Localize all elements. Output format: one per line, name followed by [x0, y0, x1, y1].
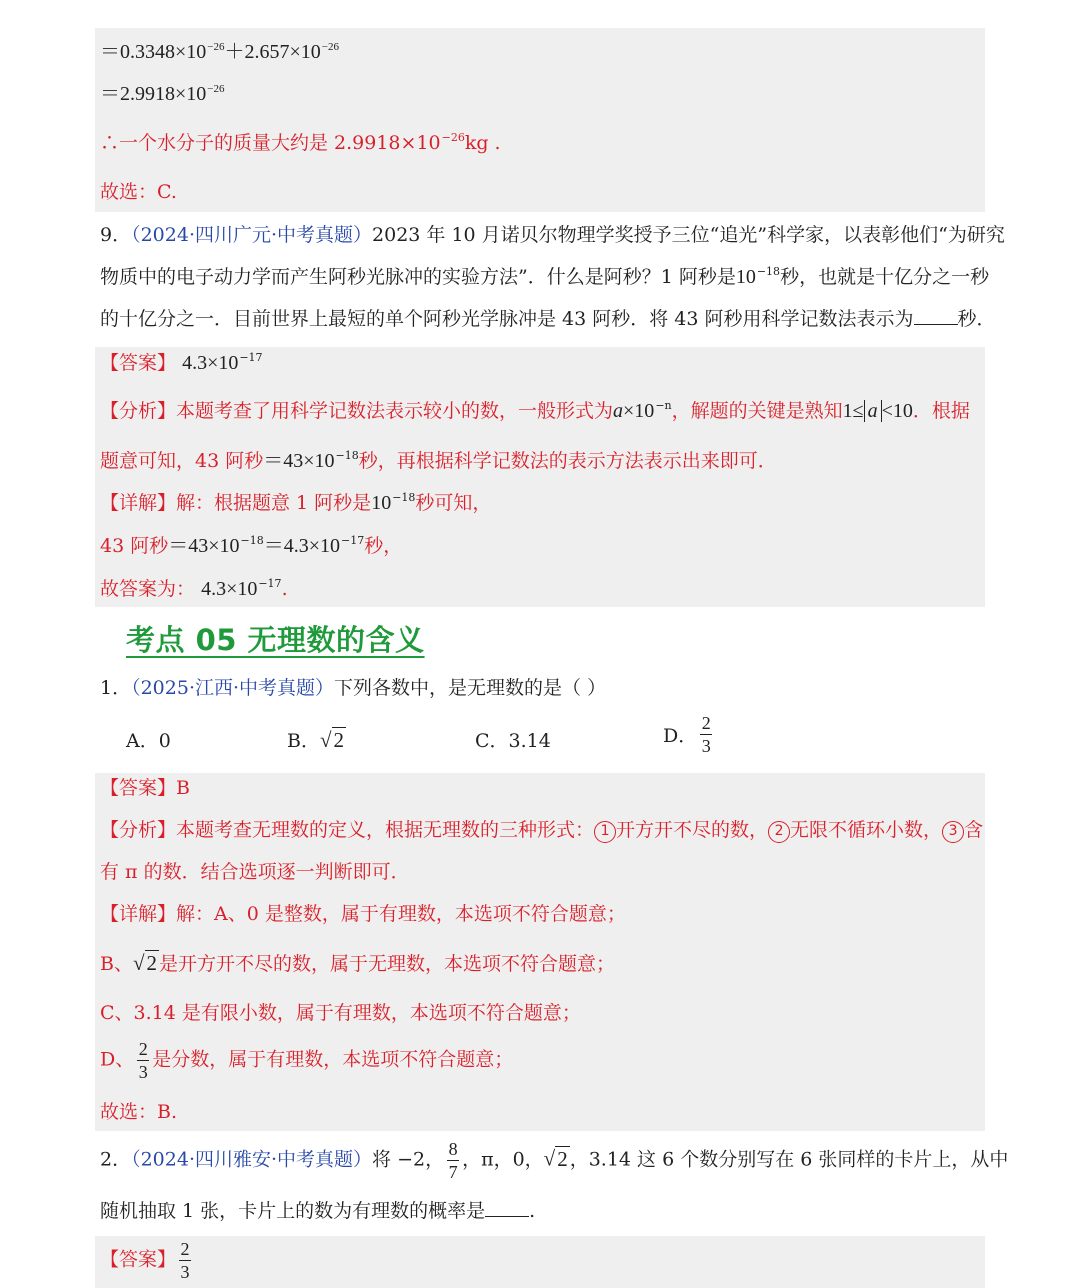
q1-detail-4: D、 $\frac{2}{3}$ 是分数，属于有理数，本选项不符合题意； [100, 1039, 514, 1082]
q1-source: （2025·江西·中考真题） [131, 677, 335, 699]
choice-line: 故选：C. [100, 181, 177, 203]
conclusion-line: ∴一个水分子的质量大约是 $2.9918\times 10^{-26}kg$ . [100, 131, 501, 154]
answer-blank-q2 [485, 1199, 529, 1217]
q2-answer: 【答案】 $\frac{2}{3}$ [100, 1239, 190, 1282]
q1-line: 1．（2025·江西·中考真题）下列各数中，是无理数的是（ ） [100, 677, 607, 699]
equation-line-1: $=0.3348\times 10^{-26}+2.657\times 10^{-26}$ [100, 41, 339, 63]
section-heading: 考点 05 无理数的含义 [126, 623, 425, 657]
q9-final: 故答案为： $4.3\times 10^{-17}$. [100, 577, 288, 600]
q1-detail-3: C、3.14 是有限小数，属于有理数，本选项不符合题意； [100, 1002, 581, 1024]
q1-option-a: A．0 [126, 730, 171, 752]
q1-detail-1: 【详解】解：A、0 是整数，属于有理数，本选项不符合题意； [100, 903, 626, 925]
q9-detail-1: 【详解】解：根据题意 1 阿秒是$10^{-18}$秒可知， [100, 491, 492, 514]
q9-detail-2: 43 阿秒$=43\times 10^{-18}=4.3\times 10^{-17}$秒， [100, 534, 403, 557]
q1-answer: 【答案】B [100, 777, 190, 799]
q1-option-b: B．√2 [287, 728, 344, 752]
q9-analysis-1: 【分析】本题考查了用科学记数法表示较小的数，一般形式为$a\times 10^{-n}$，解题的关键是熟知1≤ a <10．根据 [100, 399, 970, 422]
q2-line-2: 随机抽取 1 张，卡片上的数为有理数的概率是 . [100, 1200, 536, 1222]
q9-line-3: 的十亿分之一．目前世界上最短的单个阿秒光学脉冲是 43 阿秒．将 43 阿秒用科学记数法表示为 秒． [100, 308, 996, 330]
q2-line-1: 2．（2024·四川雅安·中考真题）将 −2， $\frac{8}{7}$ ，π，0，√2 ，3.14 这 6 个数分别写在 6 张同样的卡片上，从中 [100, 1139, 1009, 1182]
q9-source: （2024·四川广元·中考真题） [131, 224, 373, 246]
q1-final: 故选：B. [100, 1101, 178, 1123]
q1-detail-2: B、√2 是开方开不尽的数，属于无理数，本选项不符合题意； [100, 951, 616, 975]
q1-option-d: D． $\frac{2}{3}$ [663, 713, 711, 756]
q9-line-2: 物质中的电子动力学而产生阿秒光脉冲的实验方法”．什么是阿秒？1 阿秒是$10^{-18}$秒，也就是十亿分之一秒 [100, 265, 990, 288]
answer-blank [914, 307, 958, 325]
q1-analysis-1: 【分析】本题考查无理数的定义，根据无理数的三种形式： 1 开方开不尽的数， 2 无限不循环小数， 3 含 [100, 819, 984, 841]
q9-analysis-2: 题意可知，43 阿秒$=43\times 10^{-18}$秒，再根据科学记数法的表示方法表示出来即可． [100, 449, 777, 472]
q1-analysis-2: 有 π 的数．结合选项逐一判断即可． [100, 861, 410, 883]
q2-source: （2024·四川雅安·中考真题） [131, 1148, 373, 1171]
q9-line-1: 9．（2024·四川广元·中考真题）2023 年 10 月诺贝尔物理学奖授予三位“追光”科学家，以表彰他们“为研究 [100, 224, 1005, 246]
q1-option-c: C．3.14 [475, 730, 551, 752]
equation-line-2: $=2.9918\times 10^{-26}$ [100, 83, 225, 105]
q9-answer: 【答案】 $4.3\times 10^{-17}$ [100, 351, 263, 374]
